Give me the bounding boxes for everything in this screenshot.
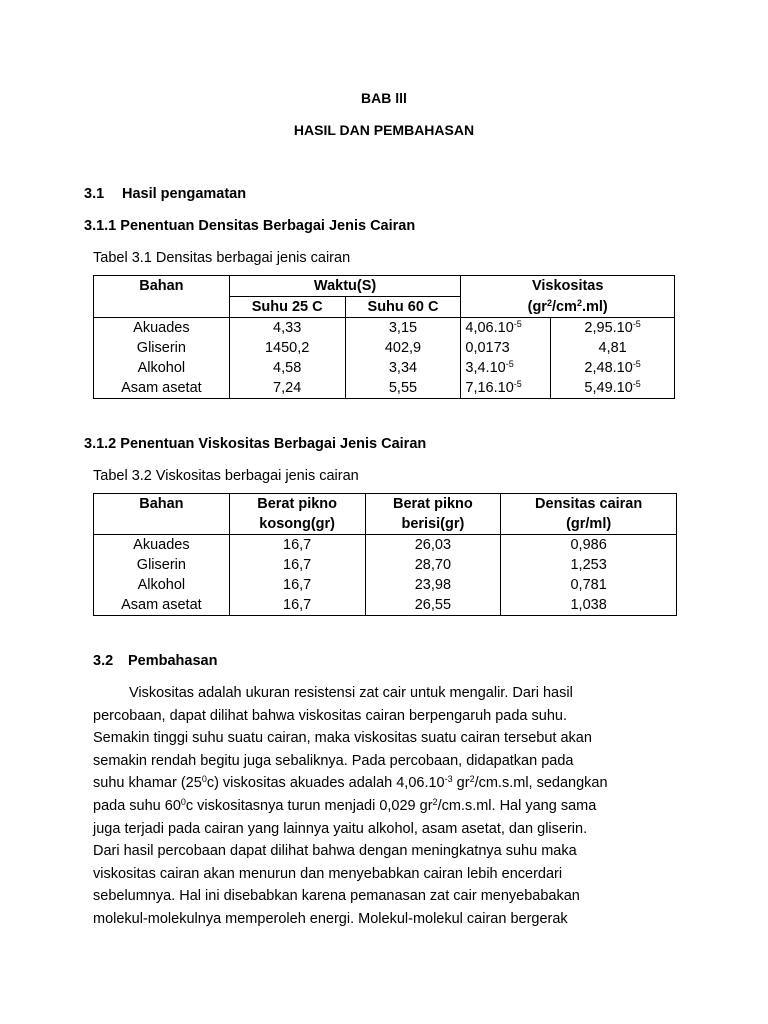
section-3-2-number: 3.2 — [93, 653, 114, 669]
table-row: Akuades 4,33 3,15 $4,06.10^{-5}$ $2,95.10^{-5}$ — [94, 318, 675, 339]
t1-header-viskositas-unit: $(gr^2/cm^2.ml)$ — [461, 297, 675, 318]
table-viskositas: Bahan Berat pikno Berat pikno Densitas cairan kosong(gr) berisi(gr) (gr/ml) Akuades 16,7 26,03 0,986 Gliserin 16,7 28,70 1,253 Alkohol 16,7 23,98 0,781 Asam asetat 16,7 26,55 1,038 — [93, 493, 677, 616]
t1-header-waktu: Waktu(S) — [229, 276, 461, 297]
table-row: Akuades 16,7 26,03 0,986 — [94, 535, 677, 556]
section-3-1-title: Hasil pengamatan — [122, 186, 247, 202]
t2-header-bahan: Bahan — [94, 494, 230, 515]
section-3-2-title: Pembahasan — [128, 653, 218, 669]
table-row: Alkohol 16,7 23,98 0,781 — [94, 575, 677, 595]
table-row: Alkohol 4,58 3,34 $3,4.10^{-5}$ $2,48.10^{-5}$ — [94, 358, 675, 378]
section-3-1-1-title: 3.1.1 Penentuan Densitas Berbagai Jenis Cairan — [84, 218, 416, 234]
table1-caption: Tabel 3.1 Densitas berbagai jenis cairan — [93, 250, 351, 266]
t1-header-suhu60: Suhu 60 C — [345, 297, 461, 318]
table-row: Gliserin 1450,2 402,9 0,0173 4,81 — [94, 338, 675, 358]
table-densitas — [93, 275, 675, 399]
t1-header-suhu25: Suhu 25 C — [229, 297, 345, 318]
t1-header-bahan: Bahan — [94, 276, 230, 318]
table2-caption: Tabel 3.2 Viskositas berbagai jenis cairan — [93, 468, 359, 484]
t2-header-berisi: Berat pikno — [365, 494, 501, 515]
body-paragraph: Viskositas adalah ukuran resistensi zat cair untuk mengalir. Dari hasil percobaan, dapat dilihat bahwa viskositas cairan berpengaruh pada suhu. Semakin tinggi suhu suatu cairan, maka viskositas suatu cairan tersebut akan semakin rendah begitu juga sebaliknya. Pada percobaan, didapatkan pada suhu khamar $(25^0c)$ viskositas akuades adalah $4,06.10^{-3}$ $gr^2/cm.s.ml$, sedangkan pada suhu $60^0c$ viskositasnya turun menjadi 0,029 $gr^2/cm.s.ml$. Hal yang sama juga terjadi pada cairan yang lainnya yaitu alkohol, asam asetat, dan gliserin. Dari hasil percobaan dapat dilihat bahwa dengan meningkatnya suhu maka viskositas cairan akan menurun dan menyebabkan cairan lebih encerdari sebelumnya. Hal ini disebabkan karena pemanasan zat cair menyebabakan molekul-molekulnya memperoleh energi. Molekul-molekul cairan bergerak — [93, 685, 608, 927]
table-row: Gliserin 16,7 28,70 1,253 — [94, 555, 677, 575]
chapter-title: HASIL DAN PEMBAHASAN — [293, 122, 475, 138]
table-row: Asam asetat 7,24 5,55 $7,16.10^{-5}$ $5,49.10^{-5}$ — [94, 378, 675, 399]
table-row: Asam asetat 16,7 26,55 1,038 — [94, 595, 677, 616]
t1-header-viskositas: Viskositas — [461, 276, 675, 297]
t2-header-kosong: Berat pikno — [229, 494, 365, 515]
section-3-1-number: 3.1 — [84, 186, 105, 202]
section-3-1-2-title: 3.1.2 Penentuan Viskositas Berbagai Jenis Cairan — [84, 436, 427, 452]
chapter-label: BAB lll — [361, 90, 407, 106]
t2-header-densitas: Densitas cairan — [501, 494, 677, 515]
